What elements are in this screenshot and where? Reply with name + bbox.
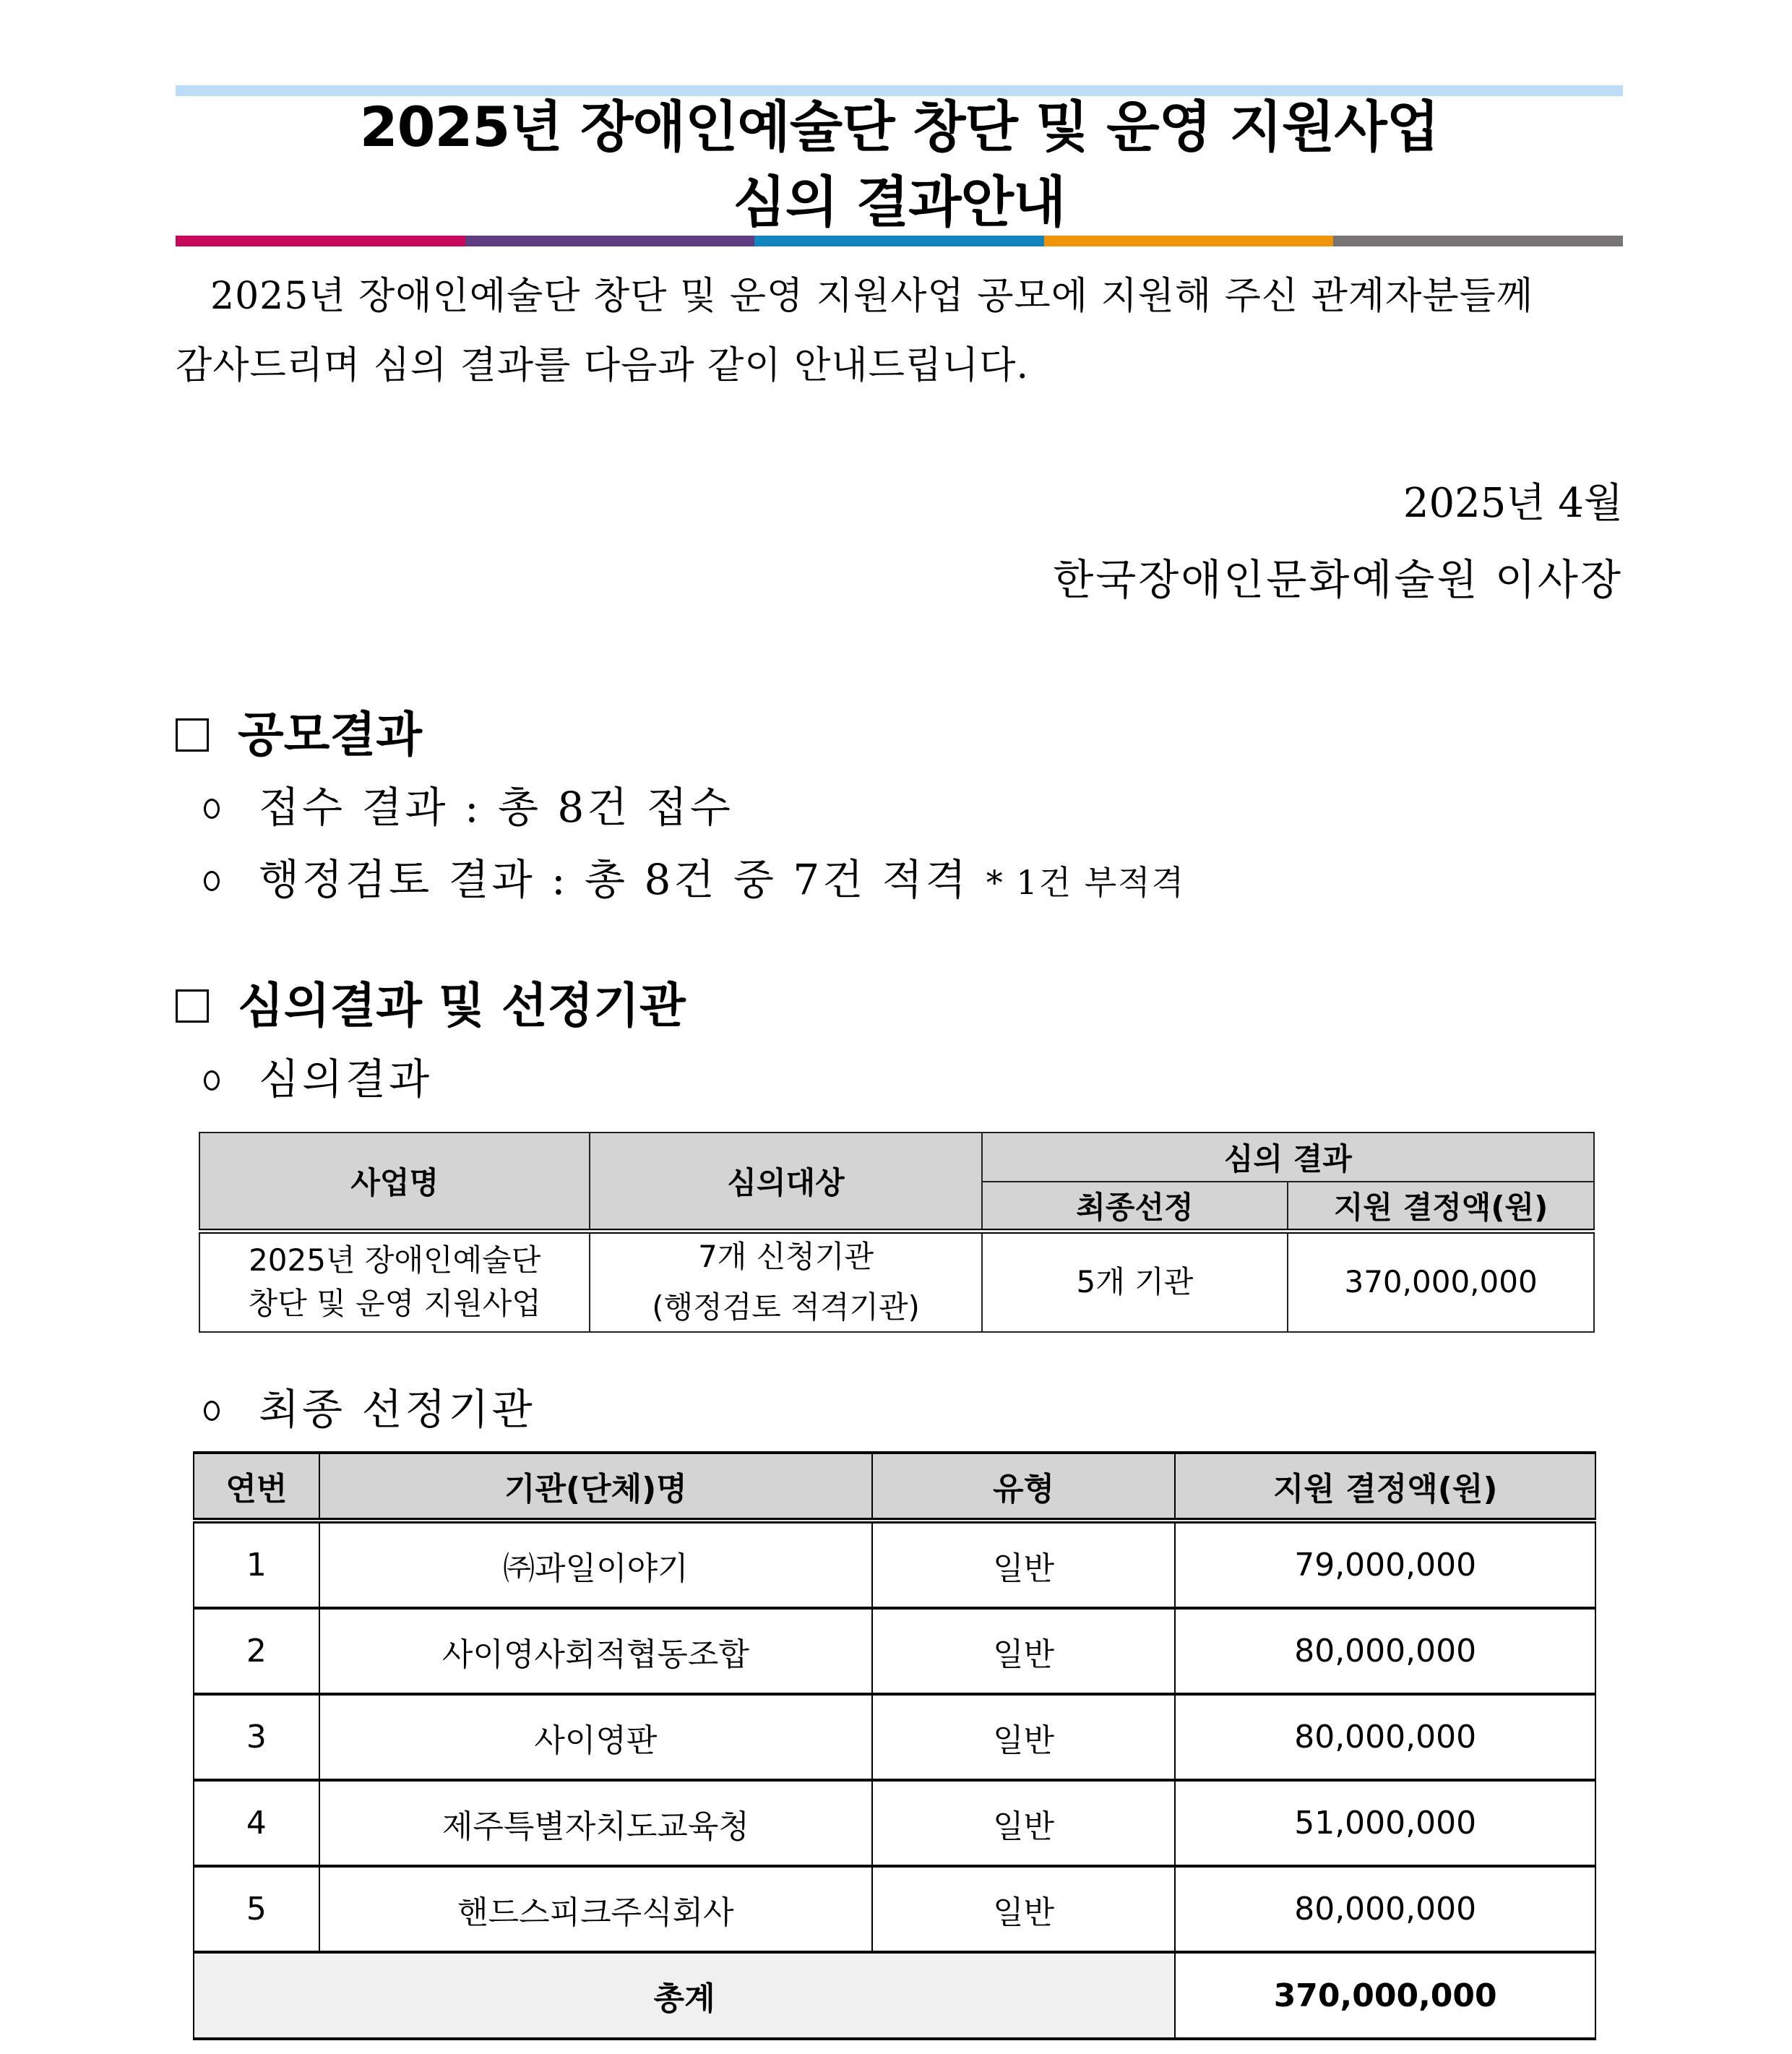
header-project-name: 사업명	[199, 1133, 590, 1231]
bullet-note: * 1건 부적격	[986, 863, 1186, 902]
table-row	[194, 1780, 1595, 1866]
cell-serial-number: 1	[194, 1521, 319, 1608]
color-bar-segment-purple	[465, 236, 755, 246]
cell-total-amount: 370,000,000	[1175, 1952, 1595, 2039]
bullet-text: 심의결과	[259, 1054, 433, 1104]
cell-total-label: 총계	[194, 1952, 1175, 2039]
bullet-text: 접수 결과 : 총 8건 접수	[259, 783, 733, 832]
intro-paragraph-line2: 감사드리며 심의 결과를 다음과 같이 안내드립니다.	[176, 344, 1030, 387]
cell-support-amount: 80,000,000	[1175, 1866, 1595, 1952]
circle-bullet-icon	[204, 871, 220, 891]
circle-bullet-icon	[204, 1401, 220, 1421]
section-heading-application-results	[176, 702, 422, 768]
header-support-amount: 지원 결정액(원)	[1288, 1182, 1594, 1231]
color-bar-segment-magenta	[176, 236, 465, 246]
table-total-row	[194, 1952, 1595, 2039]
cell-line: 창단 및 운영 지원사업	[248, 1286, 541, 1322]
table-row	[194, 1521, 1595, 1608]
cell-organization-name: 사이영사회적협동조합	[319, 1608, 872, 1694]
issuing-organization: 한국장애인문화예술원 이사장	[1053, 555, 1623, 604]
cell-support-amount: 80,000,000	[1175, 1694, 1595, 1780]
header-organization-name: 기관(단체)명	[319, 1453, 872, 1521]
cell-organization-name: 사이영판	[319, 1694, 872, 1780]
table-row	[194, 1608, 1595, 1694]
header-review-result-group: 심의 결과	[982, 1133, 1594, 1182]
circle-bullet-icon	[204, 799, 220, 819]
cell-serial-number: 3	[194, 1694, 319, 1780]
table-row	[194, 1866, 1595, 1952]
bullet-text: 최종 선정기관	[259, 1385, 535, 1434]
subheading-selected-organizations	[204, 1377, 535, 1442]
cell-support-amount: 51,000,000	[1175, 1780, 1595, 1866]
cell-project-name	[199, 1231, 590, 1332]
cell-type: 일반	[872, 1694, 1175, 1780]
square-bullet-icon	[176, 989, 209, 1023]
cell-line: (행정검토 적격기관)	[652, 1289, 920, 1325]
cell-review-target	[590, 1231, 981, 1332]
title-color-bar	[176, 236, 1623, 246]
cell-final-selection: 5개 기관	[982, 1231, 1288, 1332]
review-result-table	[199, 1132, 1595, 1333]
issue-date: 2025년 4월	[1403, 480, 1623, 527]
section-heading-review-results	[176, 974, 686, 1039]
cell-organization-name: 제주특별자치도교육청	[319, 1780, 872, 1866]
header-type: 유형	[872, 1453, 1175, 1521]
document-subtitle: 심의 결과안내	[733, 170, 1066, 234]
header-review-target: 심의대상	[590, 1133, 981, 1231]
bullet-text: 행정검토 결과 : 총 8건 중 7건 적격	[259, 855, 969, 904]
cell-line: 2025년 장애인예술단	[249, 1242, 541, 1279]
selected-organizations-table	[193, 1451, 1596, 2040]
circle-bullet-icon	[204, 1070, 220, 1091]
cell-serial-number: 4	[194, 1780, 319, 1866]
cell-serial-number: 2	[194, 1608, 319, 1694]
cell-organization-name: 핸드스피크주식회사	[319, 1866, 872, 1952]
header-support-amount: 지원 결정액(원)	[1175, 1453, 1595, 1521]
cell-type: 일반	[872, 1780, 1175, 1866]
cell-serial-number: 5	[194, 1866, 319, 1952]
cell-support-amount: 80,000,000	[1175, 1608, 1595, 1694]
color-bar-segment-gray	[1333, 236, 1623, 246]
section-heading-text: 심의결과 및 선정기관	[238, 978, 686, 1034]
intro-paragraph-line1: 2025년 장애인예술단 창단 및 운영 지원사업 공모에 지원해 주신 관계자분들께	[210, 275, 1534, 318]
color-bar-segment-blue	[754, 236, 1044, 246]
cell-type: 일반	[872, 1608, 1175, 1694]
section-heading-text: 공모결과	[238, 707, 423, 762]
cell-type: 일반	[872, 1866, 1175, 1952]
cell-support-amount: 79,000,000	[1175, 1521, 1595, 1608]
cell-line: 7개 신청기관	[698, 1239, 874, 1275]
cell-organization-name: ㈜과일이야기	[319, 1521, 872, 1608]
bullet-item-received	[204, 775, 733, 840]
table-row	[194, 1694, 1595, 1780]
cell-type: 일반	[872, 1521, 1175, 1608]
square-bullet-icon	[176, 718, 209, 752]
bullet-item-admin-review	[204, 847, 1185, 915]
header-final-selection: 최종선정	[982, 1182, 1288, 1231]
color-bar-segment-orange	[1044, 236, 1334, 246]
subheading-review-results	[204, 1047, 432, 1112]
header-serial-number: 연번	[194, 1453, 319, 1521]
cell-support-amount: 370,000,000	[1288, 1231, 1594, 1332]
document-title: 2025년 장애인예술단 창단 및 운영 지원사업	[359, 95, 1439, 159]
table-row	[199, 1231, 1594, 1332]
